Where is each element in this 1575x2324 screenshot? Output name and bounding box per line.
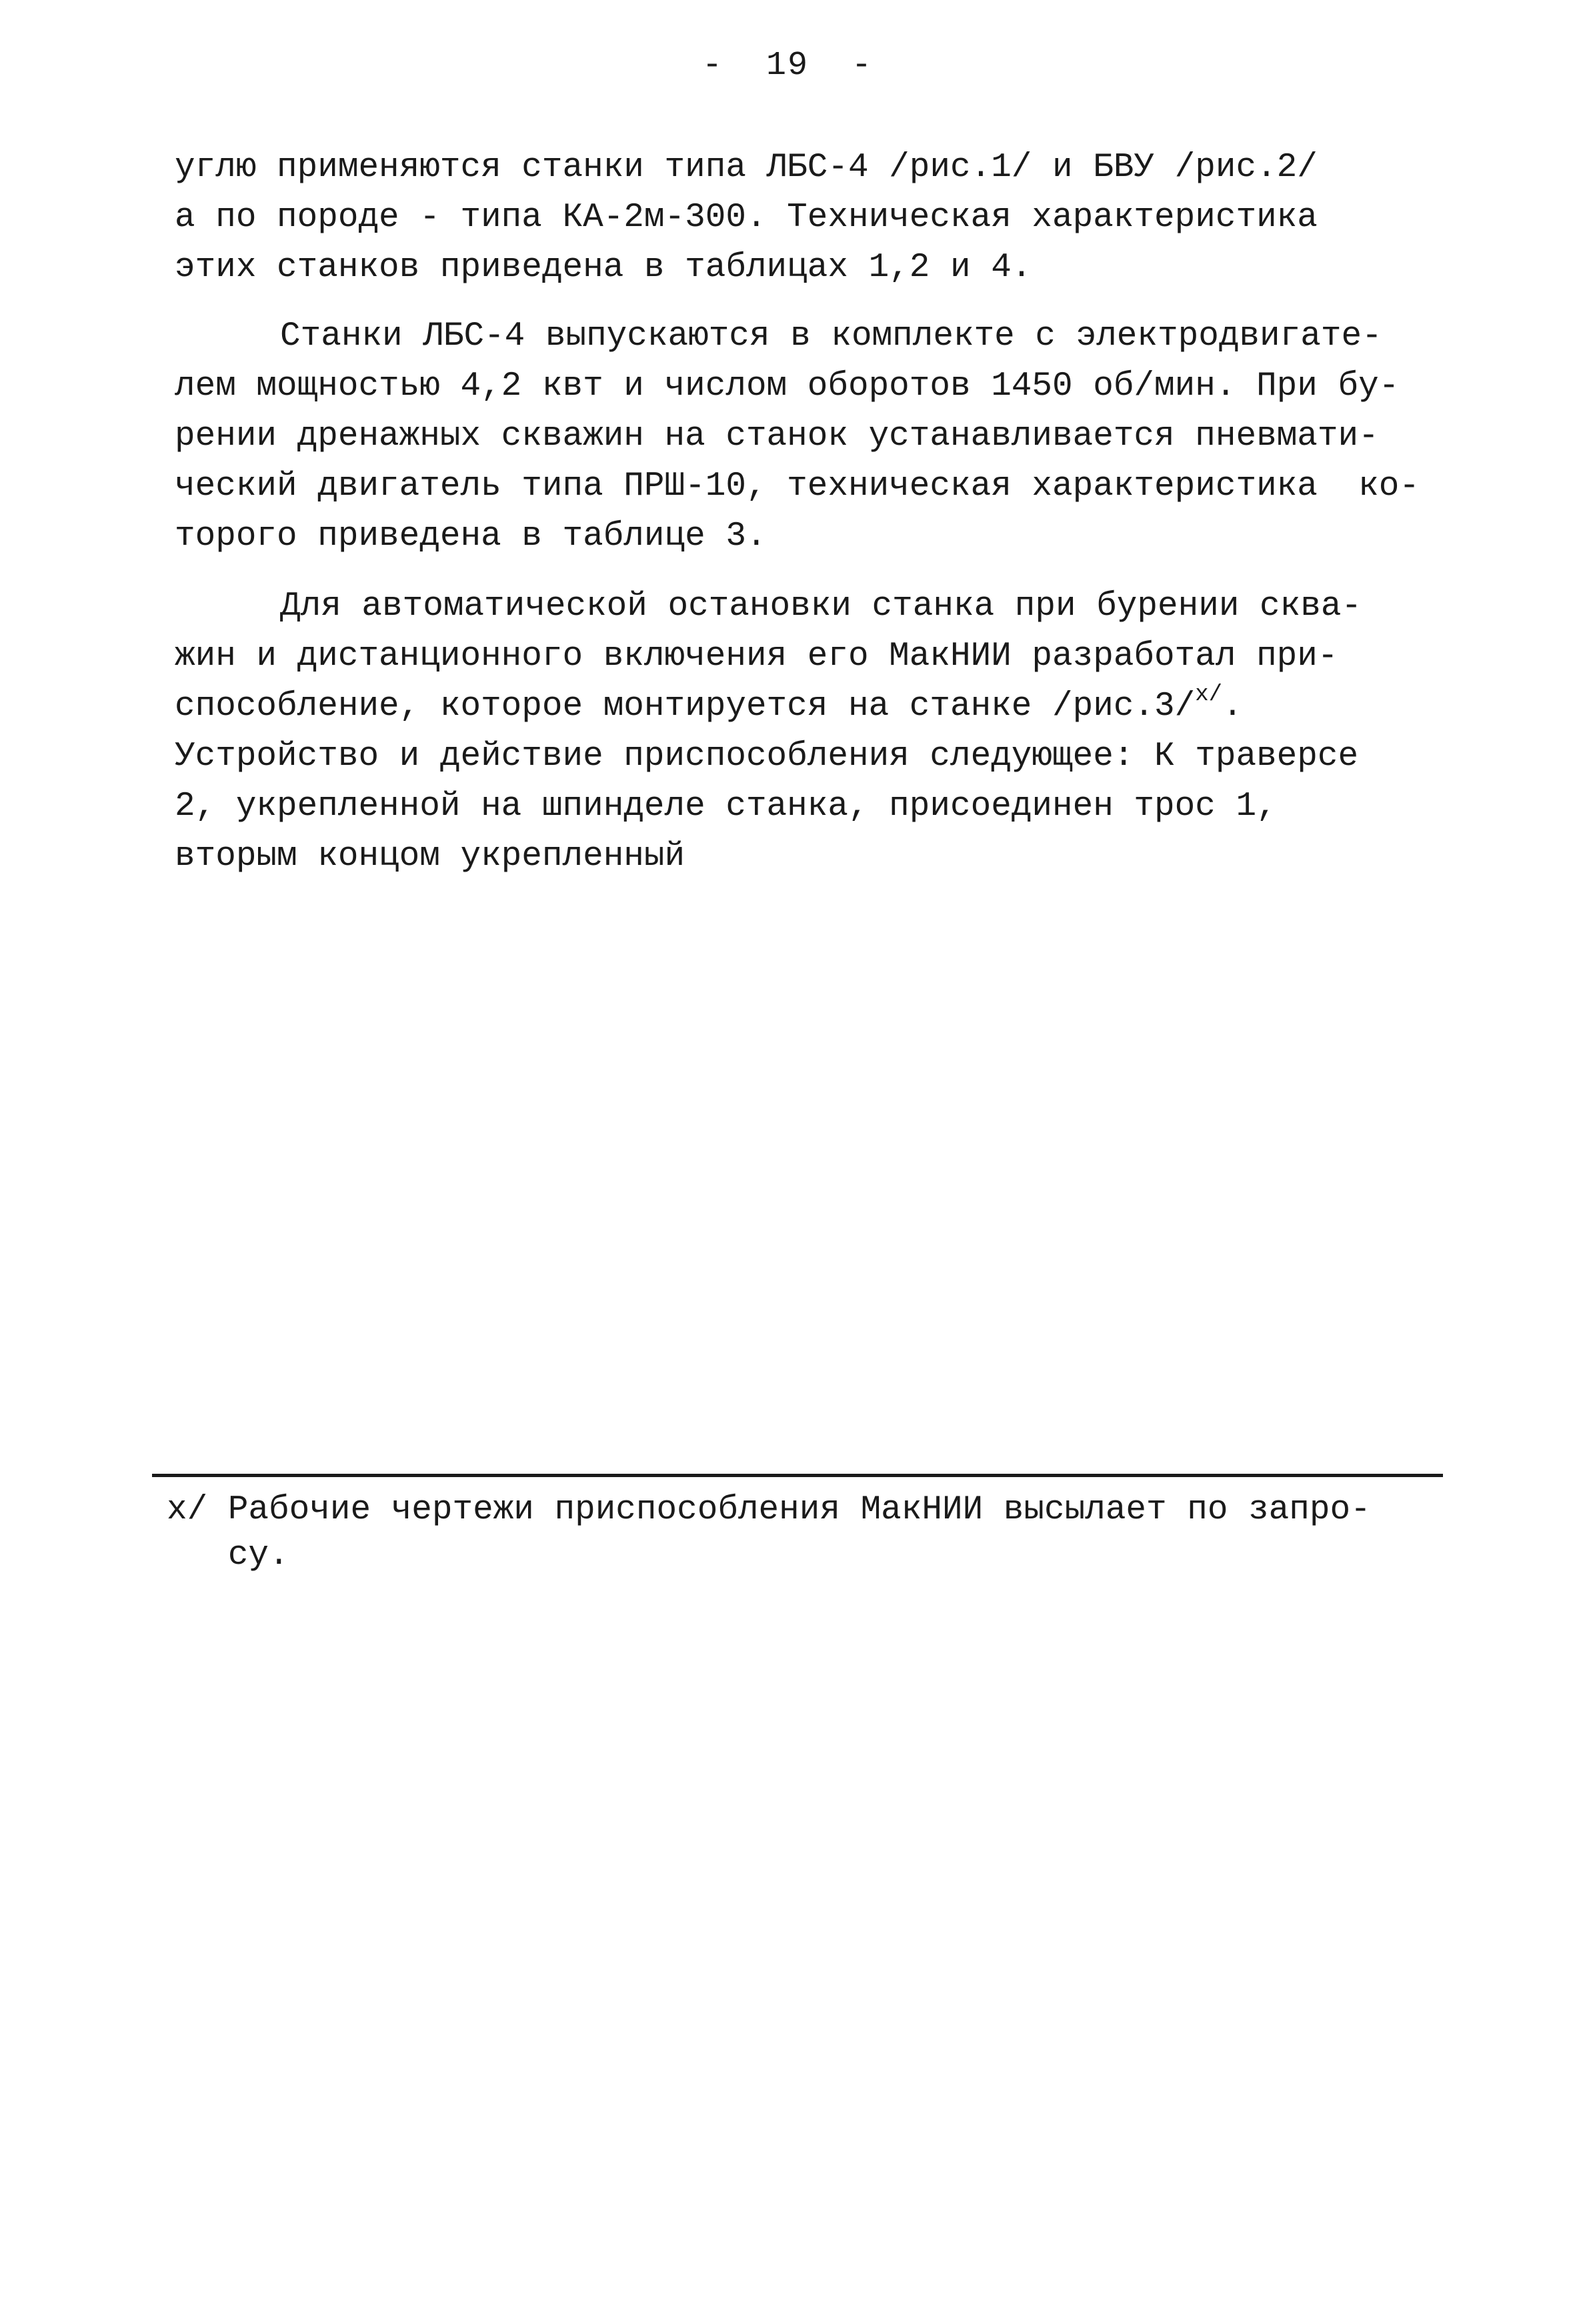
paragraph-3-line-3 <box>175 682 1243 727</box>
paragraph-1-line-3: этих станков приведена в таблицах 1,2 и 4. <box>175 249 1032 287</box>
footnote-marker: x/ <box>1195 682 1223 708</box>
paragraph-2-line-1: Станки ЛБС-4 выпускаются в комплекте с электродвигате- <box>280 317 1382 355</box>
paragraph-3-line-4: Устройство и действие приспособления следующее: К траверсе <box>175 738 1359 776</box>
paragraph-3-line-1: Для автоматической остановки станка при бурении сква- <box>280 588 1362 626</box>
paragraph-2-line-4: ческий двигатель типа ПРШ-10, техническая характеристика ко- <box>175 467 1420 505</box>
footnote-divider <box>152 1474 1443 1477</box>
footnote-line-1: x/ Рабочие чертежи приспособления МакНИИ высылает по запро- <box>167 1491 1371 1529</box>
paragraph-3-line-3-end: . <box>1222 688 1243 726</box>
paragraph-2-line-3: рении дренажных скважин на станок устанавливается пневмати- <box>175 417 1379 455</box>
paragraph-1-line-2: а по породе - типа КА-2м-300. Техническая характеристика <box>175 199 1318 237</box>
paragraph-1-line-1: углю применяются станки типа ЛБС-4 /рис.1/ и БВУ /рис.2/ <box>175 149 1318 187</box>
paragraph-2-line-5: торого приведена в таблице 3. <box>175 517 767 555</box>
page-number: - 19 - <box>701 47 874 85</box>
paragraph-3-line-2: жин и дистанционного включения его МакНИИ разработал при- <box>175 638 1338 676</box>
paragraph-2-line-2: лем мощностью 4,2 квт и числом оборотов 1450 об/мин. При бу- <box>175 367 1400 405</box>
paragraph-3-line-6: вторым концом укрепленный <box>175 838 685 876</box>
paragraph-3-line-3-text: способление, которое монтируется на станке /рис.3/ <box>175 688 1196 726</box>
paragraph-3-line-5: 2, укрепленной на шпинделе станка, присоединен трос 1, <box>175 788 1277 826</box>
footnote-line-2: су. <box>167 1536 289 1574</box>
